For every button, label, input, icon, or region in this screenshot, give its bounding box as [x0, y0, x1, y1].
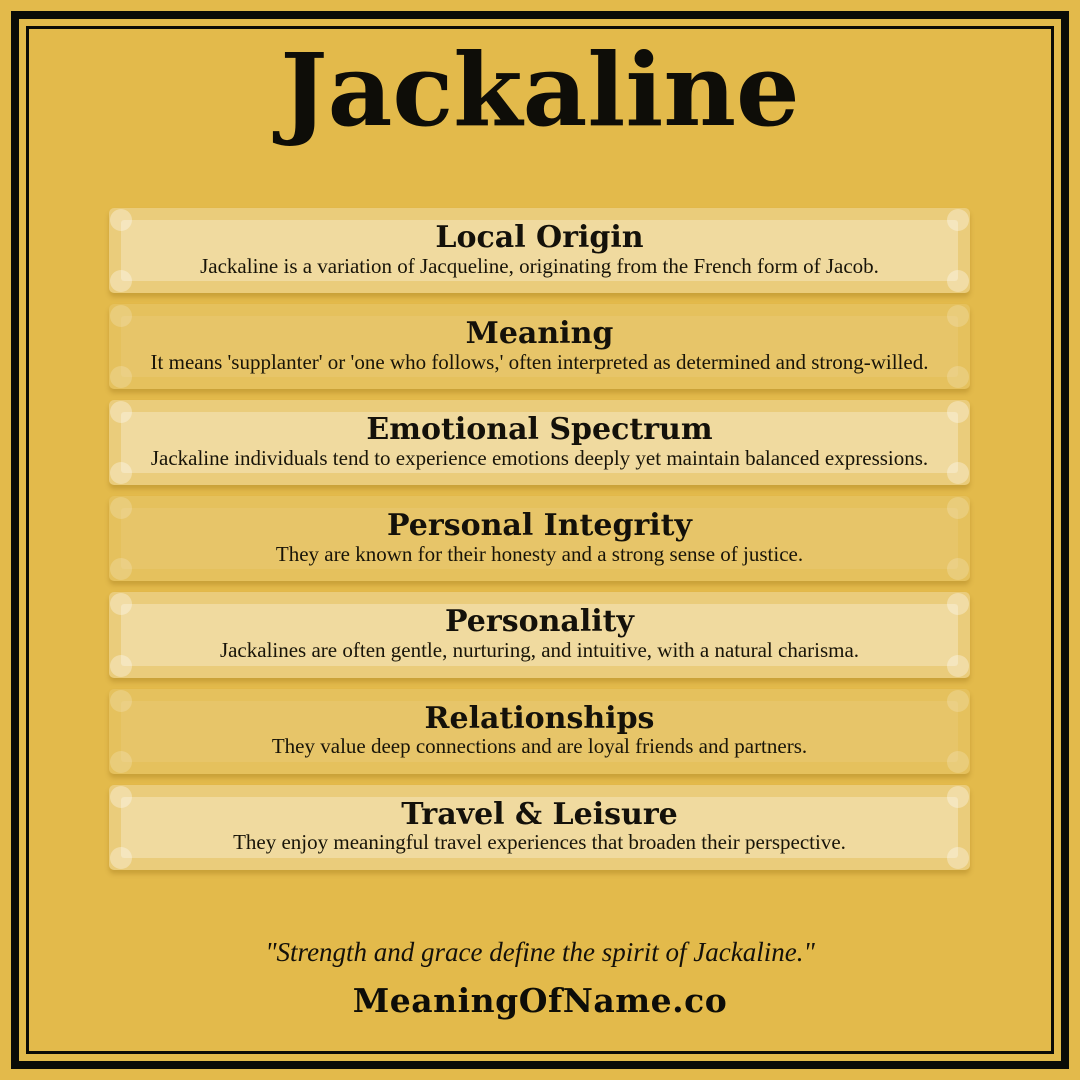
card-title: Travel & Leisure — [401, 796, 678, 832]
card-panel — [121, 701, 958, 762]
card-title: Meaning — [465, 316, 614, 352]
info-card-meaning — [109, 304, 970, 389]
corner-rivet-icon — [947, 751, 969, 773]
card-body: They are known for their honesty and a strong sense of justice. — [275, 541, 804, 566]
info-card-personality — [109, 592, 970, 677]
card-panel — [121, 316, 958, 377]
card-panel — [121, 604, 958, 665]
corner-rivet-icon — [947, 401, 969, 423]
corner-rivet-icon — [110, 847, 132, 869]
name-title: Jackaline — [280, 31, 800, 149]
corner-rivet-icon — [110, 305, 132, 327]
corner-rivet-icon — [947, 270, 969, 292]
corner-rivet-icon — [947, 305, 969, 327]
card-body: Jackalines are often gentle, nurturing, and intuitive, with a natural charisma. — [219, 638, 860, 663]
card-title: Personal Integrity — [387, 508, 692, 544]
info-card-local-origin — [109, 208, 970, 293]
card-title: Local Origin — [435, 220, 644, 255]
corner-rivet-icon — [947, 558, 969, 580]
corner-rivet-icon — [947, 209, 969, 231]
corner-rivet-icon — [110, 558, 132, 580]
info-card-relationships — [109, 689, 970, 774]
corner-rivet-icon — [947, 462, 969, 484]
corner-rivet-icon — [110, 209, 132, 231]
info-card-travel-leisure — [109, 785, 970, 870]
card-panel — [121, 797, 958, 858]
card-title: Relationships — [424, 700, 655, 736]
card-title: Personality — [445, 604, 634, 640]
corner-rivet-icon — [947, 593, 969, 615]
corner-rivet-icon — [947, 786, 969, 808]
info-cards-list — [109, 208, 970, 870]
info-card-personal-integrity — [109, 496, 970, 581]
corner-rivet-icon — [110, 751, 132, 773]
corner-rivet-icon — [947, 366, 969, 388]
name-quote: "Strength and grace define the spirit of Jackaline." — [265, 937, 815, 967]
corner-rivet-icon — [110, 655, 132, 677]
card-body: They value deep connections and are loyal friends and partners. — [271, 734, 808, 759]
card-body: Jackaline individuals tend to experience emotions deeply yet maintain balanced expressions. — [150, 445, 929, 470]
info-card-emotional-spectrum — [109, 400, 970, 485]
card-body: It means 'supplanter' or 'one who follows,' often interpreted as determined and strong-willed. — [150, 349, 929, 374]
brand-wordmark: MeaningOfName.co — [352, 981, 728, 1020]
corner-rivet-icon — [947, 497, 969, 519]
card-body: Jackaline is a variation of Jacqueline, originating from the French form of Jacob. — [200, 253, 879, 278]
corner-rivet-icon — [110, 786, 132, 808]
corner-rivet-icon — [110, 366, 132, 388]
card-body: They enjoy meaningful travel experiences that broaden their perspective. — [233, 830, 846, 855]
card-panel — [121, 508, 958, 569]
corner-rivet-icon — [947, 655, 969, 677]
corner-rivet-icon — [947, 847, 969, 869]
card-title: Emotional Spectrum — [366, 412, 713, 448]
corner-rivet-icon — [110, 690, 132, 712]
card-panel — [121, 412, 958, 473]
corner-rivet-icon — [947, 690, 969, 712]
corner-rivet-icon — [110, 462, 132, 484]
corner-rivet-icon — [110, 270, 132, 292]
card-panel — [121, 220, 958, 281]
